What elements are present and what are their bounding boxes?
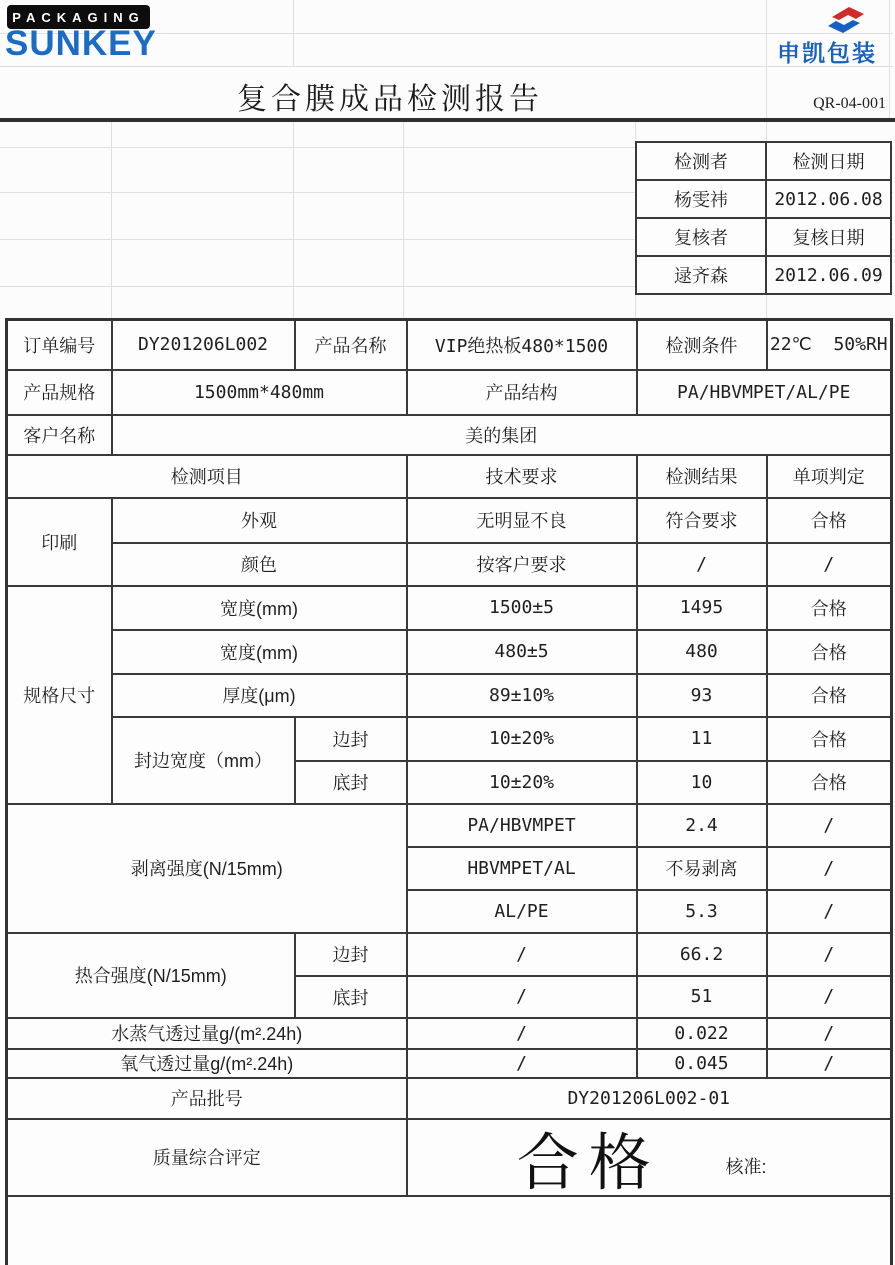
result-cell: 5.3	[637, 890, 767, 933]
batch-label: 产品批号	[7, 1078, 407, 1119]
section-label-heatseal-strength: 热合强度(N/15mm)	[7, 933, 295, 1018]
customer-label: 客户名称	[7, 415, 112, 455]
grid-line	[889, 0, 890, 121]
review-date: 2012.06.09	[766, 256, 891, 294]
condition-value: 22℃ 50%RH	[767, 320, 892, 370]
item-cell: 厚度(μm)	[112, 674, 407, 717]
doc-number: QR-04-001	[813, 95, 886, 112]
requirement-cell: /	[407, 1018, 637, 1049]
product-name-value: VIP绝热板480*1500	[407, 320, 637, 370]
structure-value: PA/HBVMPET/AL/PE	[637, 370, 892, 415]
sunkey-logo-text: SUNKEY	[5, 24, 157, 63]
packaging-logo-text: PACKAGING	[12, 9, 145, 25]
table-row	[7, 1119, 892, 1196]
reviewer-name: 逯齐森	[636, 256, 766, 294]
result-cell: 2.4	[637, 804, 767, 847]
item-cell: PA/HBVMPET	[407, 804, 637, 847]
judgement-cell: /	[767, 976, 892, 1018]
requirement-cell: 89±10%	[407, 674, 637, 717]
eval-result-text: 合格	[516, 1129, 661, 1196]
judgement-cell: /	[767, 847, 892, 890]
shenkai-logo-text: 申凯包装	[777, 40, 877, 66]
customer-value: 美的集团	[112, 415, 892, 455]
col-header-requirement: 技术要求	[407, 455, 637, 498]
result-cell: 51	[637, 976, 767, 1018]
inspect-date: 2012.06.08	[766, 180, 891, 218]
condition-label: 检测条件	[637, 320, 767, 370]
result-cell: 66.2	[637, 933, 767, 976]
product-name-label: 产品名称	[295, 320, 407, 370]
requirement-cell: 480±5	[407, 630, 637, 674]
item-cell: HBVMPET/AL	[407, 847, 637, 890]
section-label-seal-width: 封边宽度（mm）	[112, 717, 295, 804]
grid-line	[293, 121, 294, 318]
eval-label: 质量综合评定	[7, 1119, 407, 1196]
inspect-date-label: 检测日期	[766, 142, 891, 180]
result-cell: 符合要求	[637, 498, 767, 543]
item-cell-otr: 氧气透过量g/(m².24h)	[7, 1049, 407, 1078]
grid-line	[293, 0, 294, 66]
judgement-cell: 合格	[767, 761, 892, 804]
item-cell: 底封	[295, 761, 407, 804]
judgement-cell: /	[767, 1018, 892, 1049]
judgement-cell: /	[767, 1049, 892, 1078]
order-no-value: DY201206L002	[112, 320, 295, 370]
structure-label: 产品结构	[407, 370, 637, 415]
result-cell: 0.045	[637, 1049, 767, 1078]
requirement-cell: /	[407, 976, 637, 1018]
judgement-cell: /	[767, 543, 892, 586]
requirement-cell: /	[407, 1049, 637, 1078]
result-cell: 480	[637, 630, 767, 674]
col-header-result: 检测结果	[637, 455, 767, 498]
requirement-cell: 1500±5	[407, 586, 637, 630]
table-row	[7, 717, 892, 761]
inspector-name: 杨雯祎	[636, 180, 766, 218]
table-row	[7, 586, 892, 630]
inspector-label: 检测者	[636, 142, 766, 180]
grid-line	[111, 121, 112, 318]
col-header-item: 检测项目	[7, 455, 407, 498]
item-cell: 宽度(mm)	[112, 586, 407, 630]
table-row	[7, 804, 892, 847]
result-cell: 11	[637, 717, 767, 761]
judgement-cell: 合格	[767, 498, 892, 543]
judgement-cell: 合格	[767, 717, 892, 761]
report-table	[5, 318, 893, 1265]
judgement-cell: 合格	[767, 674, 892, 717]
spec-label: 产品规格	[7, 370, 112, 415]
table-row	[7, 1078, 892, 1119]
spec-value: 1500mm*480mm	[112, 370, 407, 415]
judgement-cell: 合格	[767, 630, 892, 674]
table-row	[7, 415, 892, 455]
table-row	[7, 674, 892, 717]
table-row	[7, 543, 892, 586]
page-title: 复合膜成品检测报告	[237, 83, 543, 116]
result-cell: 不易剥离	[637, 847, 767, 890]
item-cell: 外观	[112, 498, 407, 543]
title-divider	[0, 118, 895, 122]
requirement-cell: 10±20%	[407, 761, 637, 804]
table-row	[7, 498, 892, 543]
judgement-cell: 合格	[767, 586, 892, 630]
col-header-judgement: 单项判定	[767, 455, 892, 498]
table-row	[7, 933, 892, 976]
judgement-cell: /	[767, 804, 892, 847]
section-label-peel-strength: 剥离强度(N/15mm)	[7, 804, 407, 933]
shenkai-logo-icon	[822, 4, 870, 36]
grid-line	[403, 121, 404, 318]
approve-label: 核准:	[725, 1156, 767, 1177]
item-cell: 边封	[295, 717, 407, 761]
grid-line	[0, 66, 893, 67]
requirement-cell: 10±20%	[407, 717, 637, 761]
section-label-printing: 印刷	[7, 498, 112, 586]
judgement-cell: /	[767, 890, 892, 933]
result-cell: 10	[637, 761, 767, 804]
result-cell: 93	[637, 674, 767, 717]
item-cell: 宽度(mm)	[112, 630, 407, 674]
table-row	[7, 1049, 892, 1078]
requirement-cell: 按客户要求	[407, 543, 637, 586]
requirement-cell: /	[407, 933, 637, 976]
empty-cell	[7, 1196, 892, 1265]
requirement-cell: 无明显不良	[407, 498, 637, 543]
table-header-row	[7, 455, 892, 498]
result-cell: 1495	[637, 586, 767, 630]
table-row	[7, 320, 892, 370]
reviewer-label: 复核者	[636, 218, 766, 256]
item-cell-wvtr: 水蒸气透过量g/(m².24h)	[7, 1018, 407, 1049]
table-row	[7, 1018, 892, 1049]
item-cell: 颜色	[112, 543, 407, 586]
batch-value: DY201206L002-01	[407, 1078, 892, 1119]
order-no-label: 订单编号	[7, 320, 112, 370]
judgement-cell: /	[767, 933, 892, 976]
item-cell: 边封	[295, 933, 407, 976]
review-date-label: 复核日期	[766, 218, 891, 256]
result-cell: 0.022	[637, 1018, 767, 1049]
eval-result-cell	[407, 1119, 892, 1196]
inspector-table	[635, 141, 892, 295]
table-row	[7, 370, 892, 415]
table-row	[7, 630, 892, 674]
item-cell: 底封	[295, 976, 407, 1018]
section-label-dimensions: 规格尺寸	[7, 586, 112, 804]
item-cell: AL/PE	[407, 890, 637, 933]
table-row-empty	[7, 1196, 892, 1265]
result-cell: /	[637, 543, 767, 586]
